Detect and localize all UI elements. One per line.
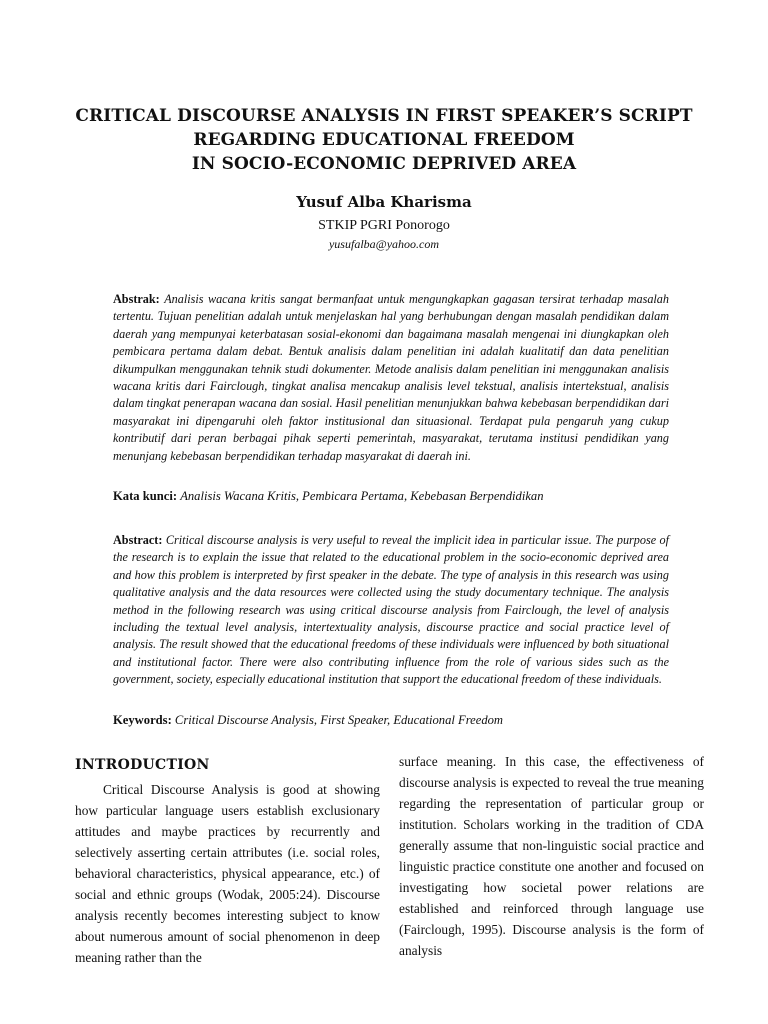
paper-title: [60, 104, 708, 176]
abstrak-block: [113, 291, 669, 465]
kata-kunci-text: Analisis Wacana Kritis, Pembicara Pertama, Kebebasan Berpendidikan: [180, 489, 544, 503]
author-email: yusufalba@yahoo.com: [328, 237, 440, 251]
keywords-line: [113, 713, 669, 728]
abstract-label: Abstract:: [113, 533, 163, 547]
abstrak-label: Abstrak:: [113, 292, 160, 306]
kata-kunci-label: Kata kunci:: [113, 489, 178, 503]
keywords-label: Keywords:: [113, 713, 172, 727]
abstrak-text: Analisis wacana kritis sangat bermanfaat untuk mengungkapkan gagasan tersirat terhadap masalah tertentu. Tujuan penelitian adalah untuk menjelaskan hal yang berhubungan dengan masalah pendidikan dalam daerah yang mempunyai keterbatasan sosial-ekonomi dan bagaimana masalah mengenai ini diungkapkan oleh pembicara pertama dalam debat. Bentuk analisis dalam penelitian ini adalah kualitatif dan data penelitian dikumpulkan menggunakan tehnik studi dokumenter. Metode analisis dalam penelitian ini menggunakan analisis wacana kritis dari Fairclough, tingkat analisa mencakup analisis level tekstual, analisis intertekstual, analisis dalam tingkat penerapan wacana dan sosial. Hasil penelitian menunjukkan bahwa kebebasan berpendidikan dari masyarakat ini dipengaruhi oleh faktor institusional dan situasional. Terdapat pula pengaruh yang cukup kontributif dari peran berbagai pihak seperti pemerintah, masyarakat, terutama institusi pendidikan yang menunjang kebebasan berpendidikan terhadap masyarakat di daerah ini.: [113, 292, 669, 463]
keywords-text: Critical Discourse Analysis, First Speaker, Educational Freedom: [174, 713, 504, 727]
abstract-text: Critical discourse analysis is very useful to reveal the implicit idea in particular issue. The purpose of the research is to explain the issue that related to the educational problem in the socio-economic deprived area and how this problem is interpreted by first speaker in the debate. The type of analysis in this research was using qualitative analysis and the data resources were collected using the study documentary technique. The analysis method in the following research was using critical discourse analysis from Fairclough, the level of analysis including the textual level analysis, intertextuality analysis, discourse practice and social practice level of analysis. The result showed that the educational freedoms of these individuals were influenced by both situational and institutional factor. There were also contributing influence from the role of various sides such as the government, society, especially educational institution that support the educational freedom of these individuals.: [113, 533, 669, 687]
kata-kunci-line: [113, 489, 669, 504]
section-heading: INTRODUCTION: [75, 757, 210, 773]
abstract-block: [113, 532, 669, 689]
author-affiliation: STKIP PGRI Ponorogo: [318, 218, 450, 233]
intro-left-column: Critical Discourse Analysis is good at showing how particular language users establish exclusionary attitudes and maybe practices by recurrently and selectively asserting certain attributes (i.e. social roles, behavioral characteristics, physical appearance, etc.) of social and ethnic groups (Wodak, 2005:24). Discourse analysis recently becomes interesting subject to know about numerous amount of social phenomenon in deep meaning rather than the: [75, 782, 380, 965]
intro-right-column: surface meaning. In this case, the effectiveness of discourse analysis is expected to reveal the true meaning regarding the representation of particular group or institution. Scholars working in the tradition of CDA generally assume that non-linguistic social practice and linguistic practice constitute one another and focused on investigating how societal power relations are established and reinforced through language use (Fairclough, 1995). Discourse analysis is the form of analysis: [399, 754, 704, 958]
author-name: Yusuf Alba Kharisma: [296, 193, 472, 211]
title-line-2: REGARDING EDUCATIONAL FREEDOM: [193, 130, 575, 150]
title-line-1: CRITICAL DISCOURSE ANALYSIS IN FIRST SPEAKER’S SCRIPT: [75, 106, 693, 126]
title-line-3: IN SOCIO-ECONOMIC DEPRIVED AREA: [191, 154, 577, 174]
